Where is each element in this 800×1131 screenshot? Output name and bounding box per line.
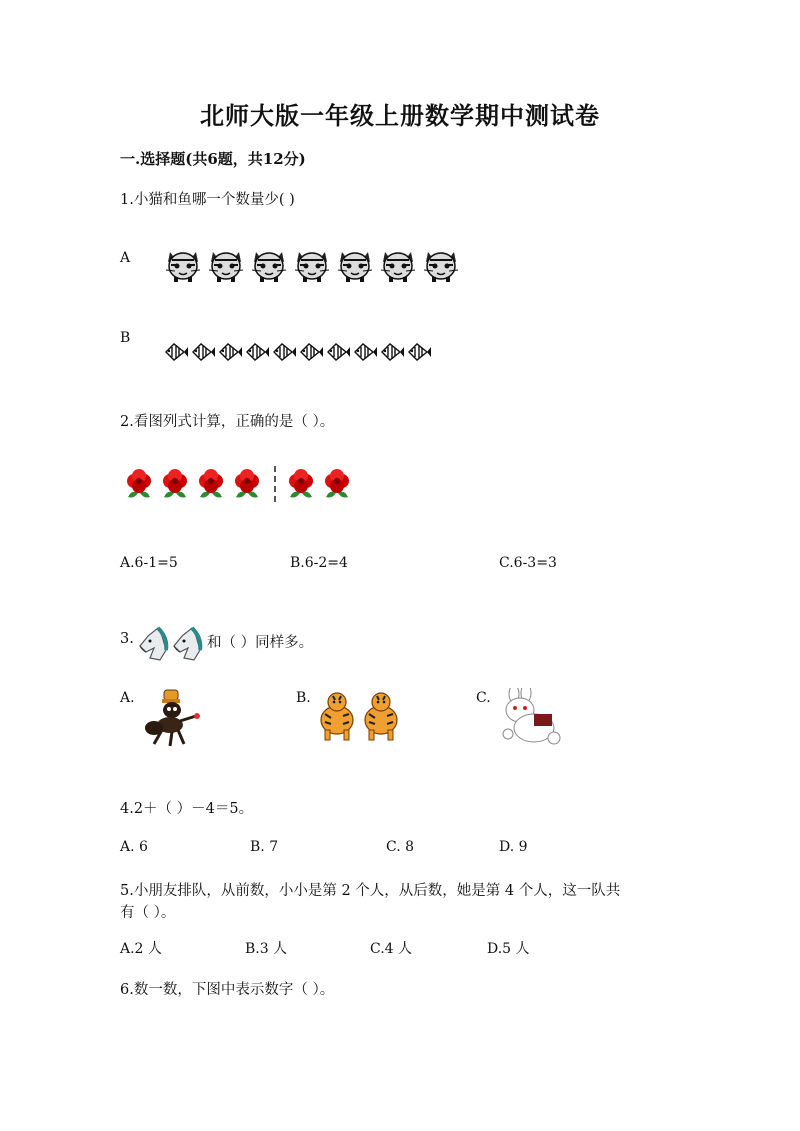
question-2-text: 2.看图列式计算，正确的是（ ）。 [120,414,335,430]
horse-icon [136,626,170,662]
fish-icon [326,340,350,364]
horse-icon [170,626,204,662]
q5-option-c: C.4 人 [370,941,413,957]
fish-icon [164,340,188,364]
question-5-line-1: 5.小朋友排队，从前数，小小是第 2 个人，从后数，她是第 4 个人，这一队共 [120,883,621,899]
q1-option-b-label: B [120,330,131,346]
fish-icon [245,340,269,364]
q3-horses-picture [136,626,204,662]
q2-option-c: C.6-3=3 [499,555,557,571]
cat-icon [422,246,460,284]
tiger-icon [359,690,403,742]
page-title: 北师大版一年级上册数学期中测试卷 [200,101,600,130]
q4-option-c: C. 8 [386,839,415,855]
dashed-divider [274,466,276,502]
q2-flowers-picture [122,466,356,502]
flower-icon [320,467,354,501]
cat-icon [379,246,417,284]
rabbit-picture [494,688,564,748]
flowers-left-group [122,467,266,501]
q5-option-b: B.3 人 [245,941,288,957]
flower-icon [230,467,264,501]
ant-chef-picture [140,688,202,750]
fish-icon [353,340,377,364]
question-3-number: 3. [120,631,134,647]
q1-cats-row [164,246,465,284]
flower-icon [284,467,318,501]
q3-option-b-label: B. [296,690,311,706]
q4-option-b: B. 7 [250,839,279,855]
q2-option-a: A.6-1=5 [120,555,178,571]
q3-option-a-label: A. [120,690,135,706]
cat-icon [207,246,245,284]
flower-icon [122,467,156,501]
section-heading: 一.选择题(共6题，共12分) [120,150,306,168]
tigers-picture [315,690,403,742]
cat-icon [164,246,202,284]
fish-icon [299,340,323,364]
fish-icon [191,340,215,364]
flower-icon [194,467,228,501]
fish-icon [218,340,242,364]
q5-option-d: D.5 人 [487,941,530,957]
q1-fish-row [164,340,434,364]
fish-icon [407,340,431,364]
cat-icon [336,246,374,284]
fish-icon [272,340,296,364]
q3-option-c-label: C. [476,690,491,706]
question-1-text: 1.小猫和鱼哪一个数量少( ) [120,192,295,208]
flowers-right-group [284,467,356,501]
question-3-text: 和（ ）同样多。 [207,635,314,651]
tiger-icon [315,690,359,742]
question-5-line-2: 有（ ）。 [120,905,176,921]
q1-option-a-label: A [120,250,131,266]
question-4-text: 4.2＋（ ）－4＝5。 [120,801,254,817]
q4-option-d: D. 9 [499,839,528,855]
q5-option-a: A.2 人 [120,941,162,957]
cat-icon [293,246,331,284]
question-6-text: 6.数一数，下图中表示数字（ ）。 [120,982,335,998]
q4-option-a: A. 6 [120,839,148,855]
cat-icon [250,246,288,284]
fish-icon [380,340,404,364]
q2-option-b: B.6-2=4 [290,555,348,571]
flower-icon [158,467,192,501]
